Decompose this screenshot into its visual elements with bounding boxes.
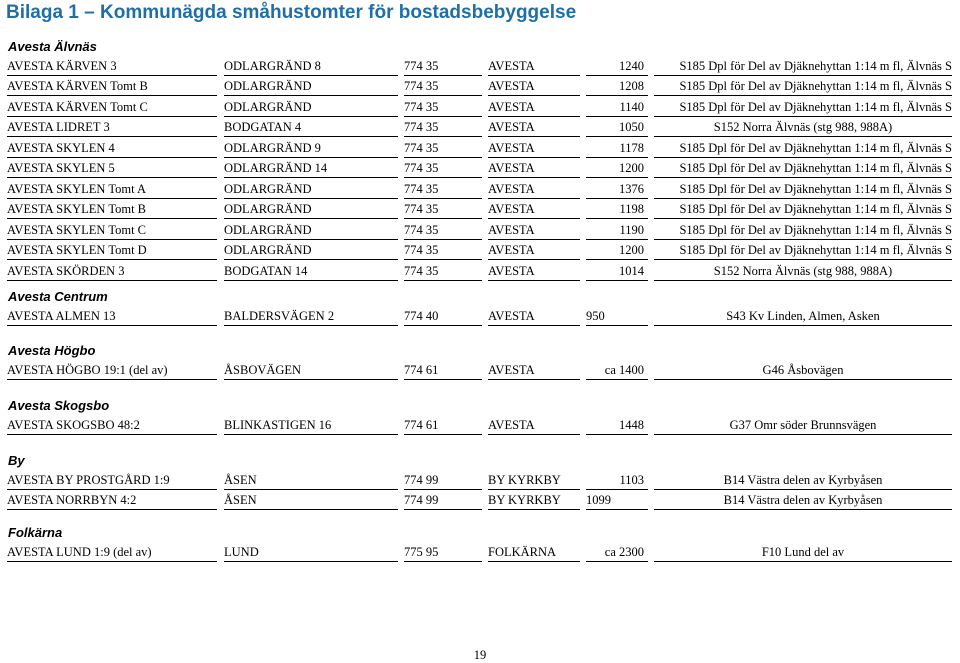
area: 1190	[619, 222, 644, 237]
postal-code-cell	[404, 116, 482, 138]
postal-code: 774 35	[404, 120, 439, 134]
plan-cell	[654, 304, 952, 326]
city: AVESTA	[488, 120, 535, 134]
city-cell	[488, 198, 580, 220]
property-name: AVESTA SKYLEN Tomt A	[7, 181, 147, 196]
area-cell	[586, 540, 648, 562]
address-cell	[224, 198, 398, 220]
area: 1198	[619, 202, 644, 216]
plan-cell	[654, 218, 952, 240]
area-cell	[586, 358, 648, 380]
property-name-cell	[7, 259, 217, 281]
plan-cell	[654, 136, 952, 158]
address: LUND	[224, 544, 259, 559]
plan: G46 Åsbovägen	[762, 362, 844, 377]
table-row	[0, 198, 960, 219]
property-name: AVESTA BY PROSTGÅRD 1:9	[7, 472, 170, 487]
postal-code: 774 61	[404, 417, 439, 432]
postal-code: 774 35	[404, 263, 439, 278]
property-name: AVESTA NORRBYN 4:2	[7, 493, 137, 507]
table-row	[0, 75, 960, 96]
property-name-cell	[7, 54, 217, 76]
postal-code-cell	[404, 468, 482, 490]
property-name: AVESTA KÄRVEN 3	[7, 58, 117, 73]
city-cell	[488, 489, 580, 511]
postal-code: 774 35	[404, 222, 439, 237]
plan-cell	[654, 198, 952, 220]
postal-code-cell	[404, 358, 482, 380]
city-cell	[488, 358, 580, 380]
city: AVESTA	[488, 140, 535, 155]
postal-code-cell	[404, 304, 482, 326]
area: 1240	[619, 58, 644, 73]
area-cell	[586, 116, 648, 138]
city-cell	[488, 136, 580, 158]
postal-code-cell	[404, 489, 482, 511]
postal-code-cell	[404, 413, 482, 435]
table-row	[0, 177, 960, 198]
address-cell	[224, 218, 398, 240]
area-cell	[586, 304, 648, 326]
city: AVESTA	[488, 99, 535, 114]
property-name: AVESTA SKOGSBO 48:2	[7, 417, 140, 432]
city: AVESTA	[488, 243, 535, 257]
property-name-cell	[7, 239, 217, 261]
area-cell	[586, 468, 648, 490]
area: ca 1400	[604, 362, 644, 377]
plan-cell	[654, 358, 952, 380]
address: BODGATAN 4	[224, 120, 302, 134]
address-cell	[224, 157, 398, 179]
city-cell	[488, 239, 580, 261]
page-title: Bilaga 1 – Kommunägda småhustomter för bostadsbebyggelse	[6, 2, 577, 23]
plan: S152 Norra Älvnäs (stg 988, 988A)	[713, 120, 893, 134]
city-cell	[488, 413, 580, 435]
property-name-cell	[7, 489, 217, 511]
area: 1103	[619, 472, 644, 487]
property-name: AVESTA ALMEN 13	[7, 308, 116, 323]
postal-code-cell	[404, 177, 482, 199]
area: 1099	[586, 493, 611, 507]
property-name-cell	[7, 157, 217, 179]
city: FOLKÄRNA	[488, 544, 557, 559]
section	[0, 399, 960, 434]
area: 1140	[619, 99, 644, 114]
city: BY KYRKBY	[488, 493, 561, 507]
table-row	[0, 358, 960, 379]
property-name-cell	[7, 95, 217, 117]
plan-cell	[654, 75, 952, 97]
section	[0, 344, 960, 379]
area: 1200	[619, 161, 644, 175]
city-cell	[488, 540, 580, 562]
address: ODLARGRÄND	[224, 222, 312, 237]
address: BODGATAN 14	[224, 263, 308, 278]
address: ÅSEN	[224, 493, 257, 507]
plan-cell	[654, 468, 952, 490]
city: AVESTA	[488, 417, 535, 432]
property-name: AVESTA LIDRET 3	[7, 120, 110, 134]
address: ODLARGRÄND 8	[224, 58, 321, 73]
address: BLINKASTIGEN 16	[224, 417, 332, 432]
address: ÅSBOVÄGEN	[224, 362, 302, 377]
area: ca 2300	[604, 544, 644, 559]
area-cell	[586, 489, 648, 511]
postal-code: 774 40	[404, 308, 439, 323]
plan-cell	[654, 239, 952, 261]
property-name-cell	[7, 177, 217, 199]
postal-code: 774 35	[404, 181, 439, 196]
address-cell	[224, 540, 398, 562]
plan: S185 Dpl för Del av Djäknehyttan 1:14 m fl, Älvnäs S	[679, 58, 952, 73]
area-cell	[586, 95, 648, 117]
plan: S185 Dpl för Del av Djäknehyttan 1:14 m fl, Älvnäs S	[679, 202, 952, 216]
plan: S185 Dpl för Del av Djäknehyttan 1:14 m fl, Älvnäs S	[679, 243, 952, 257]
postal-code: 774 99	[404, 472, 439, 487]
postal-code-cell	[404, 540, 482, 562]
city: AVESTA	[488, 202, 535, 216]
property-name-cell	[7, 198, 217, 220]
property-name: AVESTA SKYLEN Tomt B	[7, 202, 147, 216]
section-heading: Avesta Centrum	[8, 289, 108, 304]
table-row	[0, 413, 960, 434]
property-name-cell	[7, 136, 217, 158]
property-name-cell	[7, 358, 217, 380]
address: ODLARGRÄND 14	[224, 161, 328, 175]
city-cell	[488, 259, 580, 281]
city-cell	[488, 54, 580, 76]
city-cell	[488, 95, 580, 117]
plan-cell	[654, 540, 952, 562]
property-name-cell	[7, 218, 217, 240]
plan: F10 Lund del av	[761, 544, 845, 559]
city: AVESTA	[488, 181, 535, 196]
address-cell	[224, 239, 398, 261]
area: 1200	[619, 243, 644, 257]
city: AVESTA	[488, 58, 535, 73]
plan: S43 Kv Linden, Almen, Asken	[726, 308, 880, 323]
city: AVESTA	[488, 161, 535, 175]
plan-cell	[654, 157, 952, 179]
table-row	[0, 540, 960, 561]
city: AVESTA	[488, 308, 535, 323]
property-name-cell	[7, 116, 217, 138]
plan: S185 Dpl för Del av Djäknehyttan 1:14 m fl, Älvnäs S	[679, 140, 952, 155]
area-cell	[586, 54, 648, 76]
property-name: AVESTA HÖGBO 19:1 (del av)	[7, 362, 168, 377]
property-name: AVESTA SKYLEN 4	[7, 140, 115, 155]
address: ODLARGRÄND	[224, 79, 312, 93]
city-cell	[488, 116, 580, 138]
address: ODLARGRÄND	[224, 202, 312, 216]
section	[0, 526, 960, 561]
city: BY KYRKBY	[488, 472, 561, 487]
postal-code: 774 99	[404, 493, 439, 507]
property-name-cell	[7, 75, 217, 97]
property-name: AVESTA KÄRVEN Tomt C	[7, 99, 148, 114]
postal-code-cell	[404, 157, 482, 179]
postal-code-cell	[404, 239, 482, 261]
city: AVESTA	[488, 362, 535, 377]
plan: S185 Dpl för Del av Djäknehyttan 1:14 m fl, Älvnäs S	[679, 222, 952, 237]
address: ODLARGRÄND	[224, 99, 312, 114]
address-cell	[224, 116, 398, 138]
address-cell	[224, 177, 398, 199]
address-cell	[224, 136, 398, 158]
postal-code: 774 61	[404, 362, 439, 377]
address: BALDERSVÄGEN 2	[224, 308, 335, 323]
table-row	[0, 489, 960, 510]
property-name-cell	[7, 304, 217, 326]
plan: B14 Västra delen av Kyrbyåsen	[723, 472, 883, 487]
section-heading: Avesta Skogsbo	[8, 398, 110, 413]
area-cell	[586, 75, 648, 97]
area: 1376	[619, 181, 644, 196]
plan-cell	[654, 177, 952, 199]
address: ODLARGRÄND	[224, 243, 312, 257]
table-row	[0, 239, 960, 260]
plan: G37 Omr söder Brunnsvägen	[729, 417, 877, 432]
area: 1208	[619, 79, 644, 93]
section-heading: By	[8, 453, 25, 468]
postal-code-cell	[404, 54, 482, 76]
section-heading: Avesta Högbo	[8, 343, 96, 358]
address-cell	[224, 358, 398, 380]
area-cell	[586, 239, 648, 261]
address: ODLARGRÄND	[224, 181, 312, 196]
area: 1014	[619, 263, 644, 278]
plan-cell	[654, 259, 952, 281]
city-cell	[488, 157, 580, 179]
postal-code: 774 35	[404, 79, 439, 93]
area-cell	[586, 177, 648, 199]
property-name-cell	[7, 540, 217, 562]
plan: B14 Västra delen av Kyrbyåsen	[723, 493, 883, 507]
property-name-cell	[7, 468, 217, 490]
property-name: AVESTA KÄRVEN Tomt B	[7, 79, 148, 93]
city-cell	[488, 177, 580, 199]
address-cell	[224, 489, 398, 511]
area: 1448	[619, 417, 644, 432]
city-cell	[488, 468, 580, 490]
property-name: AVESTA SKYLEN Tomt C	[7, 222, 147, 237]
plan: S185 Dpl för Del av Djäknehyttan 1:14 m fl, Älvnäs S	[679, 79, 952, 93]
section	[0, 454, 960, 509]
address-cell	[224, 54, 398, 76]
area: 950	[586, 308, 605, 323]
section-heading: Folkärna	[8, 525, 63, 540]
plan-cell	[654, 413, 952, 435]
postal-code: 774 35	[404, 140, 439, 155]
postal-code: 774 35	[404, 161, 439, 175]
postal-code: 774 35	[404, 58, 439, 73]
postal-code-cell	[404, 95, 482, 117]
page-number: 19	[473, 648, 487, 662]
section-heading: Avesta Älvnäs	[8, 39, 97, 54]
table-row	[0, 116, 960, 137]
postal-code: 774 35	[404, 202, 439, 216]
postal-code: 774 35	[404, 99, 439, 114]
city: AVESTA	[488, 263, 535, 278]
property-name: AVESTA LUND 1:9 (del av)	[7, 544, 152, 559]
area-cell	[586, 259, 648, 281]
area-cell	[586, 413, 648, 435]
plan: S185 Dpl för Del av Djäknehyttan 1:14 m fl, Älvnäs S	[679, 99, 952, 114]
postal-code: 775 95	[404, 544, 439, 559]
area-cell	[586, 136, 648, 158]
property-name: AVESTA SKYLEN 5	[7, 161, 115, 175]
postal-code-cell	[404, 136, 482, 158]
plan: S185 Dpl för Del av Djäknehyttan 1:14 m fl, Älvnäs S	[679, 181, 952, 196]
city-cell	[488, 75, 580, 97]
postal-code-cell	[404, 218, 482, 240]
property-name: AVESTA SKYLEN Tomt D	[7, 243, 147, 257]
property-name: AVESTA SKÖRDEN 3	[7, 263, 125, 278]
address-cell	[224, 95, 398, 117]
postal-code-cell	[404, 75, 482, 97]
postal-code: 774 35	[404, 243, 439, 257]
plan: S152 Norra Älvnäs (stg 988, 988A)	[713, 263, 893, 278]
address-cell	[224, 304, 398, 326]
address-cell	[224, 75, 398, 97]
plan-cell	[654, 54, 952, 76]
section	[0, 290, 960, 325]
area: 1178	[619, 140, 644, 155]
table-row	[0, 259, 960, 280]
table-row	[0, 304, 960, 325]
area-cell	[586, 198, 648, 220]
address: ODLARGRÄND 9	[224, 140, 321, 155]
postal-code-cell	[404, 198, 482, 220]
table-row	[0, 218, 960, 239]
plan: S185 Dpl för Del av Djäknehyttan 1:14 m fl, Älvnäs S	[679, 161, 952, 175]
plan-cell	[654, 489, 952, 511]
address-cell	[224, 259, 398, 281]
address-cell	[224, 413, 398, 435]
address: ÅSEN	[224, 472, 257, 487]
table-row	[0, 468, 960, 489]
table-row	[0, 157, 960, 178]
table-row	[0, 54, 960, 75]
address-cell	[224, 468, 398, 490]
plan-cell	[654, 95, 952, 117]
city: AVESTA	[488, 79, 535, 93]
city: AVESTA	[488, 222, 535, 237]
plan-cell	[654, 116, 952, 138]
table-row	[0, 95, 960, 116]
area-cell	[586, 218, 648, 240]
area-cell	[586, 157, 648, 179]
city-cell	[488, 304, 580, 326]
table-row	[0, 136, 960, 157]
city-cell	[488, 218, 580, 240]
area: 1050	[619, 120, 644, 134]
postal-code-cell	[404, 259, 482, 281]
section	[0, 40, 960, 280]
property-name-cell	[7, 413, 217, 435]
